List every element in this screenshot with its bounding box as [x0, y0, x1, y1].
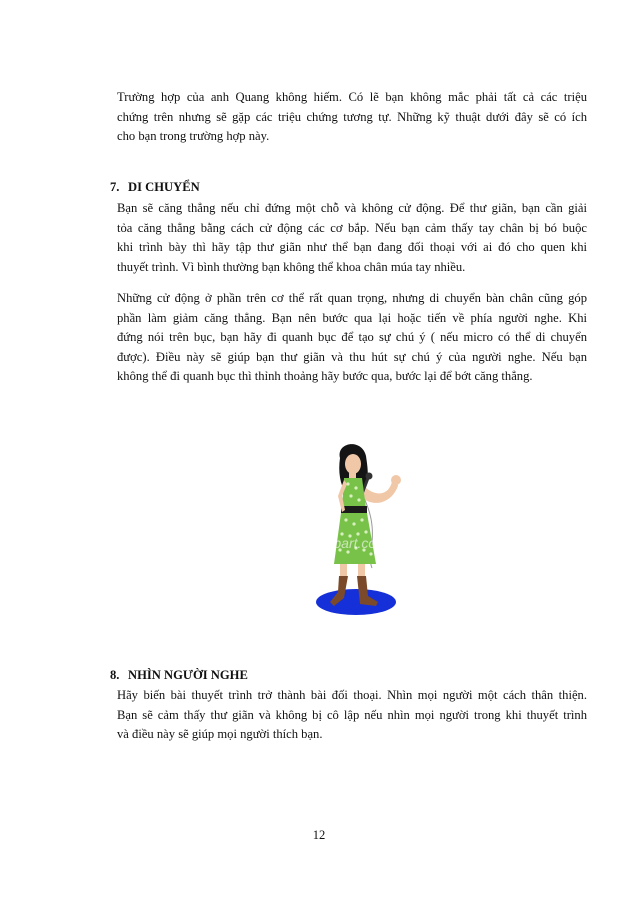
- section-7-title: DI CHUYỂN: [128, 180, 200, 194]
- section-7-heading: [110, 178, 200, 197]
- body-line: Những cử động ở phần trên cơ thể rất quan trọng, nhưng di chuyển bàn chân cũng góp: [117, 291, 587, 305]
- section-7-paragraph-1: [117, 199, 587, 277]
- watermark-text: clipart.com: [320, 535, 388, 551]
- body-line: Hãy biến bài thuyết trình trở thành bài đối thoại. Nhìn mọi người một cách thân thiện.: [117, 688, 587, 702]
- section-8-heading: [110, 666, 248, 685]
- intro-paragraph: [117, 88, 587, 147]
- belt: [341, 506, 367, 513]
- section-7-paragraph-2: [117, 289, 587, 387]
- body-line: Bạn sẽ căng thẳng nếu chỉ đứng một chỗ và không cử động. Để thư giãn, bạn cần giải: [117, 201, 587, 215]
- body-line: không thể đi quanh bục thì thỉnh thoảng hãy bước qua, bước lại để bớt căng thẳng.: [117, 369, 533, 383]
- page-number: 12: [312, 828, 326, 842]
- section-8-paragraph-1: [117, 686, 587, 745]
- singer-illustration: [296, 436, 416, 620]
- body-line: Bạn sẽ cảm thấy thư giãn và không bị cô lập nếu nhìn mọi người trong khi thuyết trình: [117, 707, 587, 722]
- body-line: phần làm giảm căng thẳng. Bạn nên bước qua lại hoặc tiến về phía người nghe. Khi: [117, 310, 587, 325]
- section-7-number: 7.: [110, 180, 120, 194]
- body-line: và điều này sẽ giúp mọi người thích bạn.: [117, 727, 323, 741]
- intro-line: chứng trên nhưng sẽ gặp các triệu chứng tương tự. Những kỹ thuật dưới đây sẽ có ích: [117, 109, 587, 124]
- body-line: thuyết trình. Vì bình thường bạn không thể khoa chân múa tay nhiều.: [117, 259, 466, 274]
- body-line: được). Điều này sẽ giúp bạn thư giãn và thu hút sự chú ý của người nghe. Nếu bạn: [117, 349, 587, 364]
- intro-line: Trường hợp của anh Quang không hiếm. Có lẽ bạn không mắc phải tất cả các triệu: [117, 90, 587, 104]
- section-8-title: NHÌN NGƯỜI NGHE: [128, 668, 248, 682]
- face: [345, 454, 361, 474]
- section-8-number: 8.: [110, 668, 120, 682]
- body-line: tỏa căng thẳng bằng cách cử động các cơ bắp. Nếu bạn cảm thấy tay chân bị bó buộc: [117, 220, 587, 235]
- intro-line: cho bạn trong trường hợp này.: [117, 129, 270, 143]
- body-line: đứng nói trên bục, bạn hãy đi quanh bục để tạo sự chú ý ( nếu micro có thể di chuyển: [117, 330, 587, 344]
- body-line: khi trình bày thì hãy tập thư giãn như thể bạn đang đối thoại với ai đó cho quen khi: [117, 240, 587, 254]
- floor-ellipse: [316, 589, 396, 615]
- singer-clipart-image: [296, 436, 416, 620]
